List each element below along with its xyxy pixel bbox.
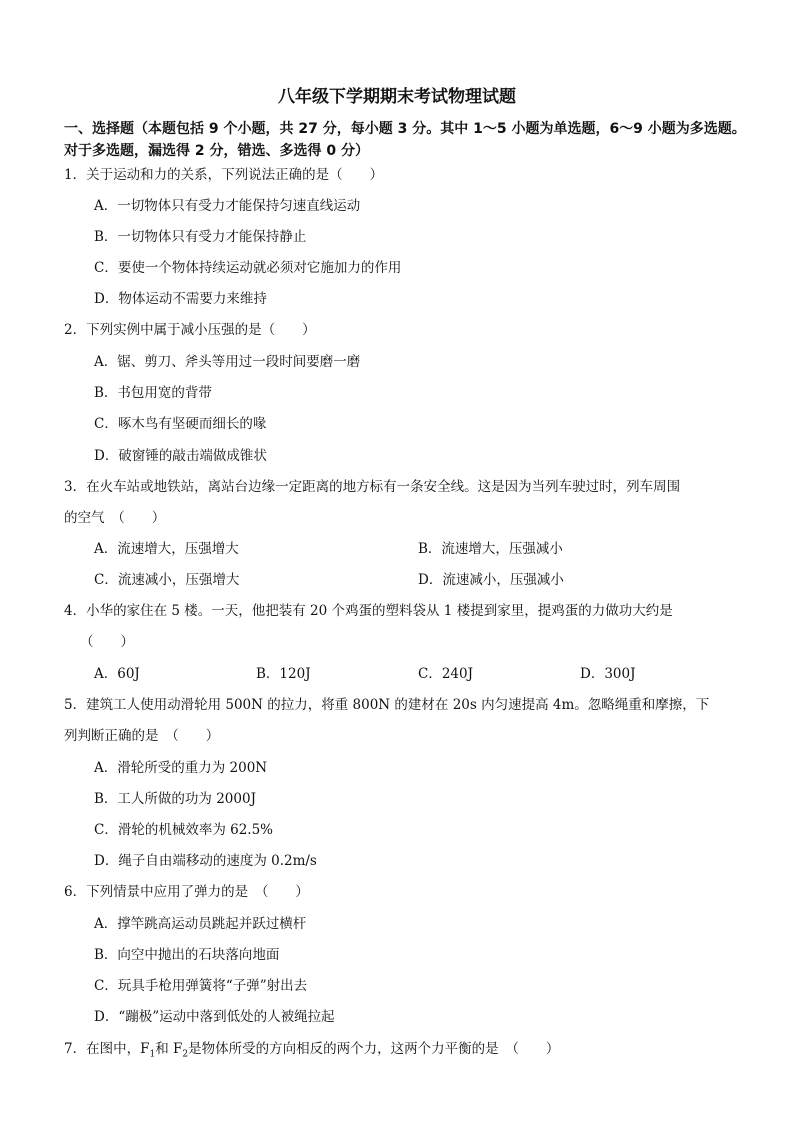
question-2-option-b: B．书包用宽的背带: [94, 385, 212, 401]
question-2-option-a: A．锯、剪刀、斧头等用过一段时间要磨一磨: [94, 354, 361, 370]
question-6-stem: 6．下列情景中应用了弹力的是 （ ）: [64, 884, 309, 900]
question-7-stem-prefix: 7．在图中，F: [64, 1041, 150, 1057]
question-1-option-c: C．要使一个物体持续运动就必须对它施加力的作用: [94, 260, 402, 276]
question-4-stem-continued: （ ）: [80, 634, 134, 650]
subscript-2: 2: [182, 1049, 189, 1060]
question-3-stem: 3．在火车站或地铁站，离站台边缘一定距离的地方标有一条安全线。这是因为当列车驶过时，列车周围: [64, 479, 681, 495]
question-6-option-c: C．玩具手枪用弹簧将“子弹”射出去: [94, 978, 308, 994]
question-1-option-a: A．一切物体只有受力才能保持匀速直线运动: [94, 198, 361, 214]
page-title: 八年级下学期期末考试物理试题: [278, 87, 516, 107]
question-5-option-d: D．绳子自由端移动的速度为 0.2m/s: [94, 853, 317, 869]
question-4-option-b: B．120J: [256, 666, 311, 682]
question-6-option-b: B．向空中抛出的石块落向地面: [94, 947, 280, 963]
question-5-stem: 5．建筑工人使用动滑轮用 500N 的拉力，将重 800N 的建材在 20s 内匀速提高 4m。忽略绳重和摩擦，下: [64, 697, 710, 713]
question-3-option-b: B．流速增大，压强减小: [418, 541, 563, 557]
question-4-stem: 4．小华的家住在 5 楼。一天，他把装有 20 个鸡蛋的塑料袋从 1 楼提到家里，提鸡蛋的力做功大约是: [64, 603, 673, 619]
question-4-option-c: C．240J: [418, 666, 474, 682]
question-1-option-d: D．物体运动不需要力来维持: [94, 291, 267, 307]
question-3-option-d: D．流速减小，压强减小: [418, 572, 564, 588]
question-7-stem-mid: 和 F: [155, 1041, 183, 1057]
section-header: 一、选择题（本题包括 9 个小题，共 27 分，每小题 3 分。其中 1～5 小题为单选题，6～9 小题为多选题。对于多选题，漏选得 2 分，错选、多选得 0 分）: [64, 121, 746, 159]
question-4-option-a: A．60J: [94, 666, 140, 682]
question-1-option-b: B．一切物体只有受力才能保持静止: [94, 229, 307, 245]
question-5-option-c: C．滑轮的机械效率为 62.5%: [94, 822, 274, 838]
question-5-option-b: B．工人所做的功为 2000J: [94, 791, 256, 807]
question-2-option-c: C．啄木鸟有坚硬而细长的喙: [94, 416, 267, 432]
question-5-option-a: A．滑轮所受的重力为 200N: [94, 760, 268, 776]
question-7-stem-suffix: 是物体所受的方向相反的两个力，这两个力平衡的是 （ ）: [188, 1041, 560, 1057]
question-5-stem-continued: 列判断正确的是 （ ）: [64, 728, 220, 744]
question-1-stem: 1．关于运动和力的关系，下列说法正确的是（ ）: [64, 167, 384, 183]
subscript-1: 1: [149, 1049, 156, 1060]
question-4-option-d: D．300J: [580, 666, 636, 682]
question-7-stem: [64, 1039, 559, 1059]
question-2-stem: 2．下列实例中属于减小压强的是（ ）: [64, 322, 316, 338]
question-3-stem-continued: 的空气 （ ）: [64, 510, 166, 526]
question-2-option-d: D．破窗锤的敲击端做成锥状: [94, 448, 267, 464]
question-6-option-a: A．撑竿跳高运动员跳起并跃过横杆: [94, 916, 307, 932]
question-3-option-a: A．流速增大，压强增大: [94, 541, 239, 557]
question-6-option-d: D．“蹦极”运动中落到低处的人被绳拉起: [94, 1009, 335, 1025]
question-3-option-c: C．流速减小，压强增大: [94, 572, 240, 588]
